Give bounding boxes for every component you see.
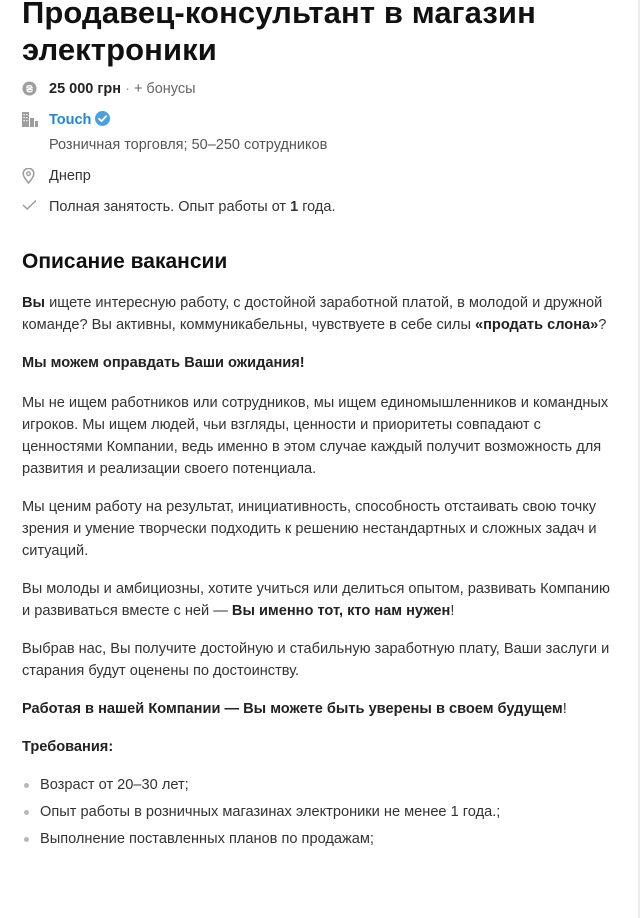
company-name-link[interactable]: Touch: [49, 112, 92, 128]
hryvnia-coin-icon: [22, 78, 42, 96]
description-paragraph: Вы ищете интересную работу, с достойной заработной платой, в молодой и дружной команде? Вы активны, коммуникабельны, чувствуете в себе силы «продать слона»?: [22, 295, 607, 333]
checkmark-icon: [22, 196, 42, 211]
vacancy-title: Продавец-консультант в магазин электроники: [22, 0, 536, 67]
description-highlight: Работая в нашей Компании — Вы можете быть уверены в своем будущем!: [22, 701, 567, 717]
map-pin-icon: [22, 165, 42, 184]
salary-separator: ·: [121, 81, 134, 97]
description-heading: Описание вакансии: [22, 250, 228, 273]
employment-conditions: Полная занятость. Опыт работы от 1 года.: [49, 199, 336, 215]
requirements-list: [22, 774, 618, 850]
list-item: Выполнение поставленных планов по продажам;: [22, 828, 618, 850]
conditions-row: [22, 196, 622, 218]
location-row: [22, 165, 622, 187]
description-paragraph: Мы ценим работу на результат, инициативность, способность отстаивать свою точку зрения и умение творчески подходить к решению нестандартных и сложных задач и ситуаций.: [22, 499, 597, 559]
salary-row: [22, 78, 622, 100]
requirements-title: Требования:: [22, 739, 114, 755]
company-details: Розничная торговля; 50–250 сотрудников: [49, 137, 328, 153]
list-item: Опыт работы в розничных магазинах электроники не менее 1 года.;: [22, 801, 618, 823]
list-item: Возраст от 20–30 лет;: [22, 774, 618, 796]
location-city: Днепр: [49, 168, 91, 184]
experience-years: 1: [290, 199, 299, 215]
verified-check-icon: [95, 111, 110, 133]
description-paragraph: Выбрав нас, Вы получите достойную и стабильную заработную плату, Ваши заслуги и старания будут оценены по достоинству.: [22, 641, 610, 679]
description-paragraph: Вы молоды и амбициозны, хотите учиться или делиться опытом, развивать Компанию и развиваться вместе с ней — Вы именно тот, кто нам нужен!: [22, 581, 610, 619]
salary-bonus: + бонусы: [133, 81, 196, 97]
description-highlight: Мы можем оправдать Ваши ожидания!: [22, 355, 305, 371]
company-row: [22, 109, 622, 156]
vacancy-description: [22, 292, 618, 855]
salary-amount: 25 000 грн: [49, 81, 122, 97]
description-paragraph: Мы не ищем работников или сотрудников, мы ищем единомышленников и командных игроков. Мы ищем людей, чьи взгляды, ценности и приоритеты совпадают с ценностями Компании, ведь именно в этом случае каждый получит возможность для развития и реализации своего потенциала.: [22, 395, 609, 477]
building-icon: [22, 109, 42, 127]
vacancy-meta: [22, 78, 622, 227]
